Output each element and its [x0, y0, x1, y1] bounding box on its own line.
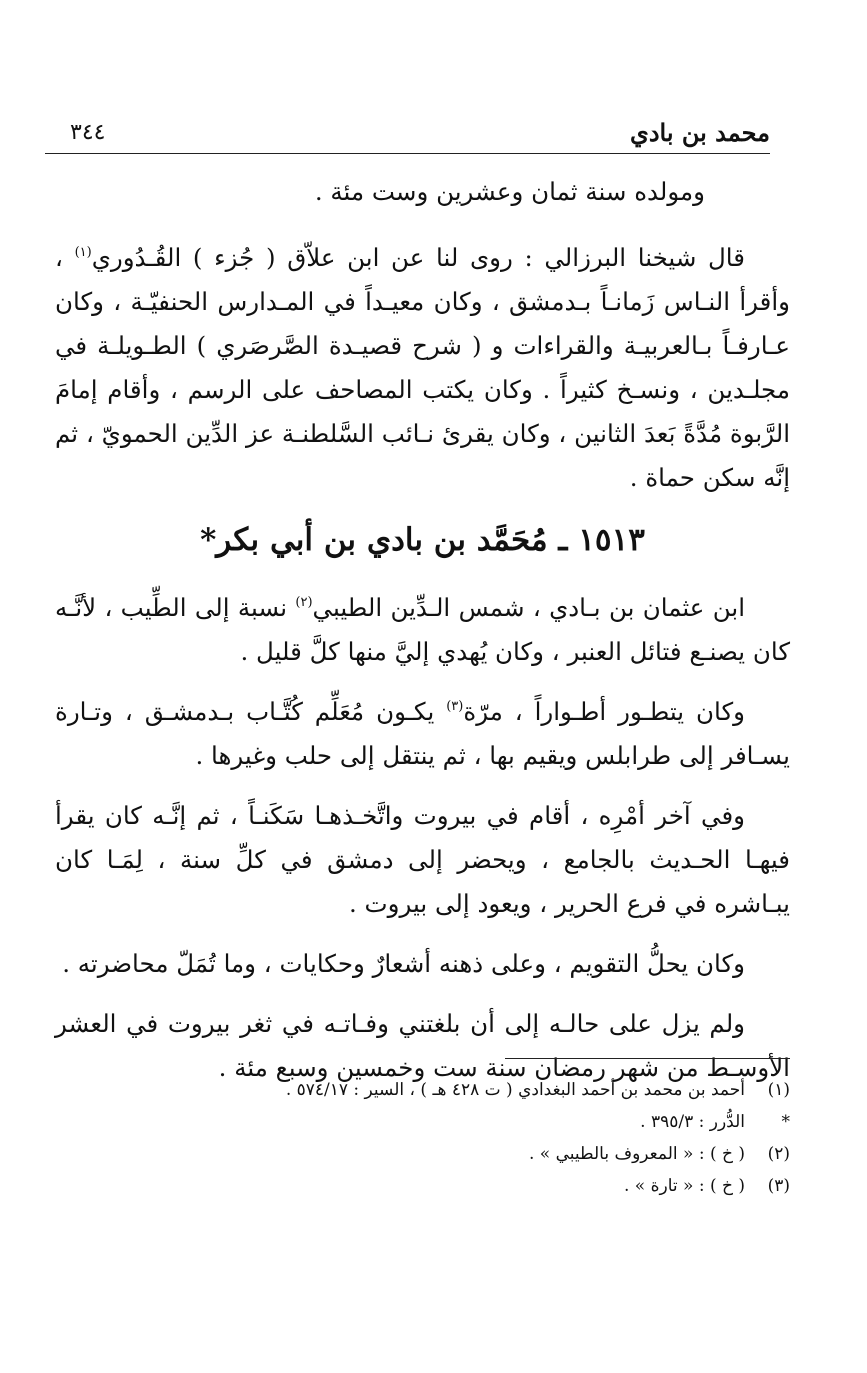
paragraph-text: وكان يتطـور أطـواراً ، مرّة	[463, 697, 745, 726]
footnote	[75, 1170, 790, 1202]
paragraph-text: نسبة إلى الطِّيب ، لأنَّـه كان يصنـع فتائل العنبر ، وكان يُهدي إليَّ منها كلَّ قليل .	[55, 593, 790, 666]
paragraph-beirut: وفي آخر أمْرِه ، أقام في بيروت واتَّخـذهـا سَكَنـاً ، ثم إنَّـه كان يقرأ فيهـا الحـديث بالجامع ، ويحضر إلى دمشق في كلِّ سنة ، لِمَـا كان يبـاشره في فرع الحرير ، ويعود إلى بيروت .	[55, 801, 790, 918]
footnote	[75, 1074, 790, 1106]
paragraph-character: وكان يحلُّ التقويم ، وعلى ذهنه أشعارٌ وحكايات ، وما تُمَلّ محاضرته .	[62, 949, 745, 978]
footnote-mark: (٣)	[767, 1176, 790, 1196]
entry-heading: ١٥١٣ ـ مُحَمَّد بن بادي بن أبي بكر*	[200, 522, 645, 558]
footnote-text: الدُّرر : ٣٩٥/٣ .	[640, 1112, 745, 1132]
footnote-ref-2: (٢)	[295, 595, 313, 610]
page-number: ٣٤٤	[70, 120, 106, 145]
footnote-text: أحمد بن محمد بن أحمد البغدادي ( ت ٤٢٨ هـ ) ، السير : ٥٧٤/١٧ .	[285, 1080, 745, 1100]
paragraph-text: قال شيخنا البرزالي : روى لنا عن ابن علاّق ( جُزء ) القُـدُوري	[91, 243, 745, 272]
paragraph-text: يكـون مُعَلِّم كُتَّـاب بـدمشـق ، وتـارة يسـافر إلى طرابلس ويقيم بها ، ثم ينتقل إلى حلب وغيرها .	[55, 697, 790, 770]
footnote-ref-3: (٣)	[446, 699, 464, 714]
paragraph-barzali	[55, 236, 790, 500]
paragraph-lineage	[55, 586, 790, 674]
running-title: محمد بن بادي	[630, 118, 770, 147]
paragraph-text: ، وأقرأ النـاس زَمانـاً بـدمشق ، وكان معيـداً في المـدارس الحنفيّـة ، وكان عـارفـاً بـالعربيـة والقراءات و ( شرح قصيـدة الصَّرصَري ) الطـويلـة في مجلـدين ، ونسـخ كثيراً . وكان يكتب المصاحف على الرسم ، وأقام إمامَ الرَّبوة مُدَّةً بَعدَ الثانين ، وكان يقرئ نـائب السَّلطنـة عز الدِّين الحمويّ ، ثم إنَّه سكن حماة .	[55, 243, 790, 492]
footnote-divider	[505, 1058, 790, 1059]
paragraph-travels	[55, 690, 790, 778]
paragraph-text: ابن عثمان بن بـادي ، شمس الـدِّين الطيبي	[312, 593, 745, 622]
footnote-text: ( خ ) : « تارة » .	[623, 1176, 745, 1196]
footnote-mark: (١)	[767, 1080, 790, 1100]
paragraph-birth: ومولده سنة ثمان وعشرين وست مئة .	[314, 177, 705, 206]
footnote	[75, 1106, 790, 1138]
footnotes	[75, 1074, 790, 1202]
footnote-mark: (٢)	[767, 1144, 790, 1164]
paragraph-death: ولم يزل على حالـه إلى أن بلغتني وفـاتـه في ثغر بيروت في العشر الأوسـط من شهر رمضان سنة ست وخمسين وسبع مئة .	[55, 1009, 790, 1082]
footnote-text: ( خ ) : « المعروف بالطيبي » .	[528, 1144, 745, 1164]
page-header	[45, 110, 770, 150]
footnote-ref-1: (١)	[74, 245, 92, 260]
header-divider	[45, 153, 770, 154]
footnote	[75, 1138, 790, 1170]
footnote-mark: *	[781, 1112, 790, 1132]
main-text	[55, 170, 790, 1106]
